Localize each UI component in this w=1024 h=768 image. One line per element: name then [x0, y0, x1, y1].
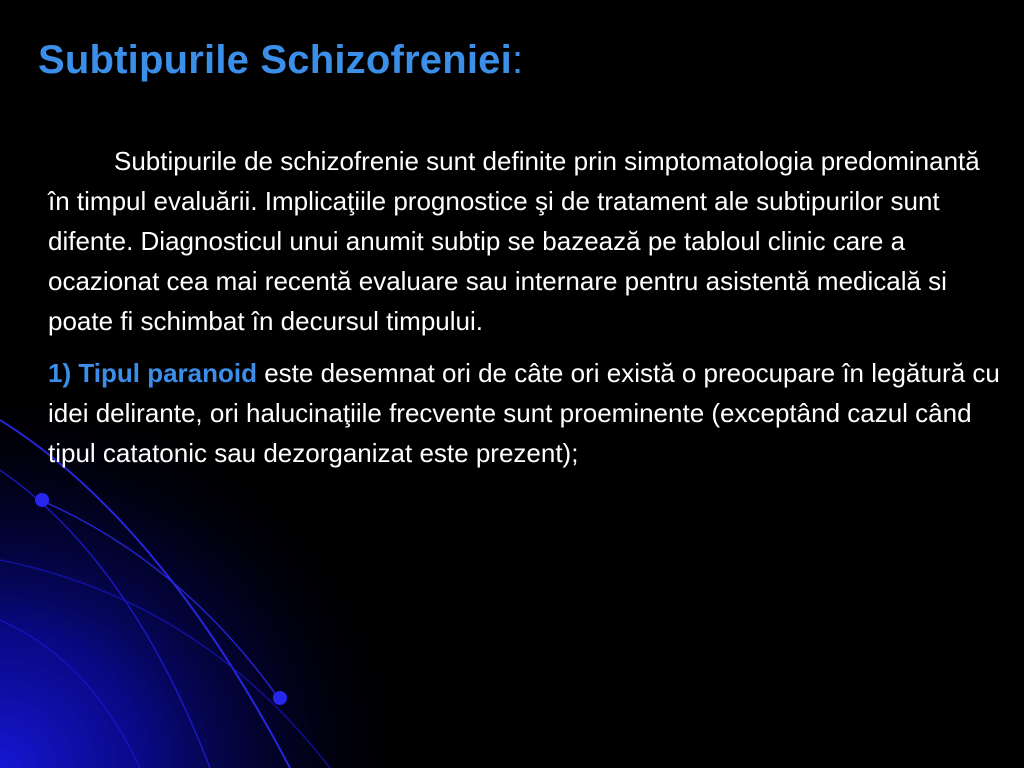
paranoid-type-text: este desemnat ori de câte ori există o preocupare în legătură cu idei delirante, ori halucinaţiile frecvente sunt proeminente (exceptând cazul când tipul catatonic sau dezorganizat este prezent); — [48, 358, 1000, 468]
decor-dot-1 — [35, 493, 49, 507]
slide-title-text: Subtipurile Schizofreniei — [38, 38, 512, 82]
decor-dot-2 — [273, 691, 287, 705]
slide-title — [38, 38, 523, 83]
paranoid-type-label: 1) Tipul paranoid — [48, 358, 257, 388]
slide-content — [48, 141, 1004, 473]
paranoid-type-paragraph — [48, 353, 1004, 473]
intro-paragraph: Subtipurile de schizofrenie sunt definite prin simptomatologia predominantă în timpul evaluării. Implicaţiile prognostice şi de tratament ale subtipurilor sunt difente. Diagnosticul unui anumit subtip se bazează pe tabloul clinic care a ocazionat cea mai recentă evaluare sau internare pentru asistentă medicală si poate fi schimbat în decursul timpului. — [48, 146, 980, 336]
slide-title-colon: : — [511, 38, 524, 82]
